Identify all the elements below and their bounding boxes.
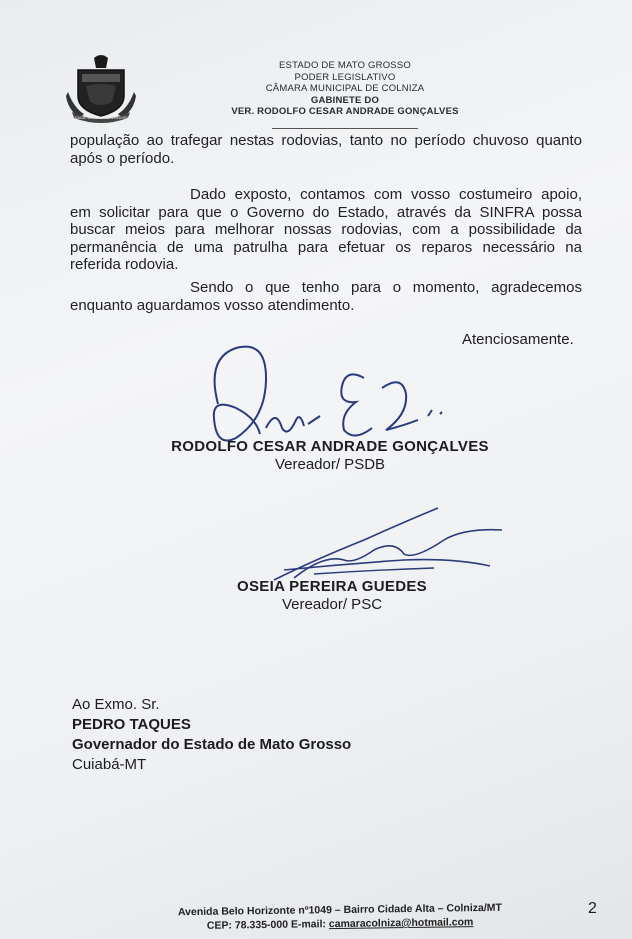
footer-email-link[interactable]: camaracolniza@hotmail.com [328, 916, 474, 931]
signatory-name: OSEIA PEREIRA GUEDES [237, 578, 427, 595]
signature-oseia [254, 500, 504, 590]
svg-text:CIDADE AMIGA E ACOLHEDORA: CIDADE AMIGA E ACOLHEDORA [72, 116, 130, 120]
letterhead-state: ESTADO DE MATO GROSSO [279, 60, 411, 71]
text-line: em solicitar para que o Governo do Estado, através da SINFRA possa [70, 203, 582, 221]
signature-block-1 [150, 438, 510, 473]
signatory-role: Vereador/ PSDB [274, 456, 386, 473]
text-line: após o período. [70, 149, 175, 167]
letterhead-chamber: CÂMARA MUNICIPAL DE COLNIZA [265, 83, 425, 94]
signatory-name: RODOLFO CESAR ANDRADE GONÇALVES [171, 438, 489, 455]
addressee-name: PEDRO TAQUES [72, 716, 191, 733]
letterhead-power: PODER LEGISLATIVO [294, 71, 396, 83]
page-footer [160, 900, 520, 933]
addressee-city: Cuiabá-MT [72, 756, 147, 773]
letterhead-divider [272, 128, 418, 129]
signature-block-2 [152, 578, 512, 613]
footer-cep: CEP: 78.335-000 E-mail: [206, 918, 327, 932]
footer-address: Avenida Belo Horizonte nº1049 – Bairro Cidade Alta – Colniza/MT [177, 901, 502, 919]
addressee-salutation: Ao Exmo. Sr. [72, 696, 160, 713]
text-line: enquanto aguardamos vosso atendimento. [70, 296, 355, 314]
paragraph-2 [70, 186, 582, 274]
letterhead-office: GABINETE DO [310, 94, 380, 106]
text-line: Sendo o que tenho para o momento, agradecemos [190, 279, 582, 296]
closing-salutation: Atenciosamente. [462, 331, 574, 348]
letterhead-councilor: VER. RODOLFO CESAR ANDRADE GONÇALVES [231, 106, 459, 117]
letterhead [230, 60, 460, 118]
signatory-role: Vereador/ PSC [281, 596, 383, 613]
text-line: referida rodovia. [70, 256, 179, 274]
paragraph-3 [70, 279, 582, 314]
text-line: permanência de uma patrulha para efetuar os reparos necessário na [70, 238, 582, 256]
addressee-title: Governador do Estado de Mato Grosso [72, 736, 352, 753]
page-number: 2 [588, 900, 597, 917]
text-line: Dado exposto, contamos com vosso costumeiro apoio, [190, 186, 582, 203]
addressee-block [72, 695, 351, 775]
municipal-crest-icon [64, 52, 138, 124]
text-line: população ao trafegar nestas rodovias, tanto no período chuvoso quanto [70, 132, 582, 149]
text-line: buscar meios para melhorar nossas rodovias, com a possibilidade da [70, 221, 582, 239]
paragraph-1 [70, 132, 582, 167]
